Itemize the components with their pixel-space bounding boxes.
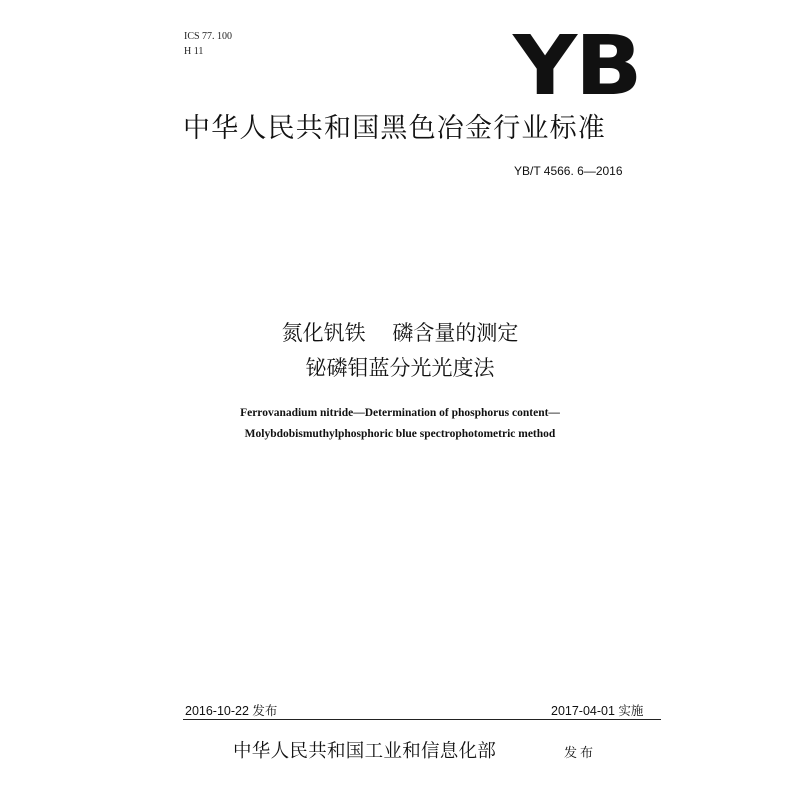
english-title-line-1: Ferrovanadium nitride—Determination of phosphorus content— xyxy=(240,407,560,419)
footer-divider xyxy=(183,719,661,720)
ics-code: ICS 77. 100 xyxy=(184,31,233,42)
main-title-line-1: 氮化钒铁 磷含量的测定 xyxy=(281,321,519,345)
yb-logo: YB xyxy=(513,19,641,114)
issue-label: 发布 xyxy=(564,746,597,761)
issuing-authority: 中华人民共和国工业和信息化部 xyxy=(233,741,497,762)
standard-number: YB/T 4566. 6—2016 xyxy=(514,164,623,178)
industry-standard-title: 中华人民共和国黑色冶金行业标准 xyxy=(183,113,606,144)
main-title-line-2: 铋磷钼蓝分光光度法 xyxy=(305,356,495,380)
classification-code: H 11 xyxy=(184,46,204,57)
issue-date: 2016-10-22 发布 xyxy=(185,704,278,718)
implementation-date: 2017-04-01 实施 xyxy=(551,704,644,718)
english-title-line-2: Molybdobismuthylphosphoric blue spectrophotometric method xyxy=(244,428,556,440)
